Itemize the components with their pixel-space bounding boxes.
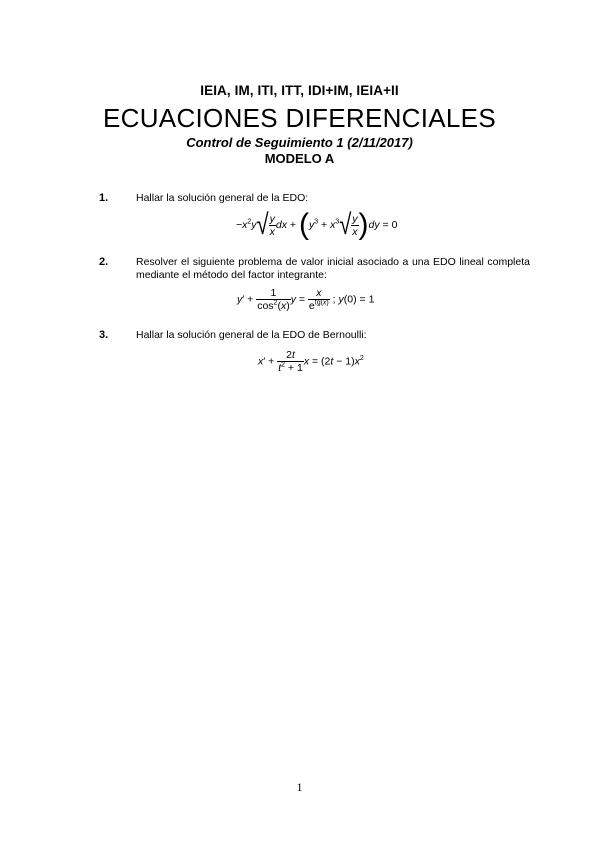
problem-2-equation: y′ + $\frac{1}{\cos^2(x)}$ y = $\frac{x}{e^{tg(x)}}$ ; y(0) = 1 — [237, 287, 375, 312]
exam-model: MODELO A — [264, 151, 335, 166]
page-number: 1 — [296, 780, 303, 794]
course-list: IEIA, IM, ITI, ITT, IDI+IM, IEIA+II — [200, 83, 399, 98]
problem-1-number: 1. — [99, 192, 109, 204]
page-title: ECUACIONES DIFERENCIALES — [103, 103, 496, 133]
problem-1-text: Hallar la solución general de la EDO: — [136, 192, 309, 204]
problem-3-text: Hallar la solución general de la EDO de Bernoulli: — [136, 329, 367, 341]
exam-name: Control de Seguimiento 1 (2/11/2017) — [186, 135, 413, 150]
problem-1-equation: $-x^2y√$ $\frac{y}{x}$ dx + ($y^3 + x^3√$ $\frac{y}{x}$ )dy = 0 — [236, 208, 398, 241]
problem-3-number: 3. — [99, 329, 109, 341]
problem-2-number: 2. — [99, 256, 109, 268]
problem-2-text: Resolver el siguiente problema de valor inicial asociado a una EDO lineal completa mediante el método del factor integrante: — [136, 256, 530, 281]
problem-3-equation: x′ + $\frac{2t}{t^2 + 1}$ $x = (2t - 1)x^2$ — [258, 349, 364, 374]
